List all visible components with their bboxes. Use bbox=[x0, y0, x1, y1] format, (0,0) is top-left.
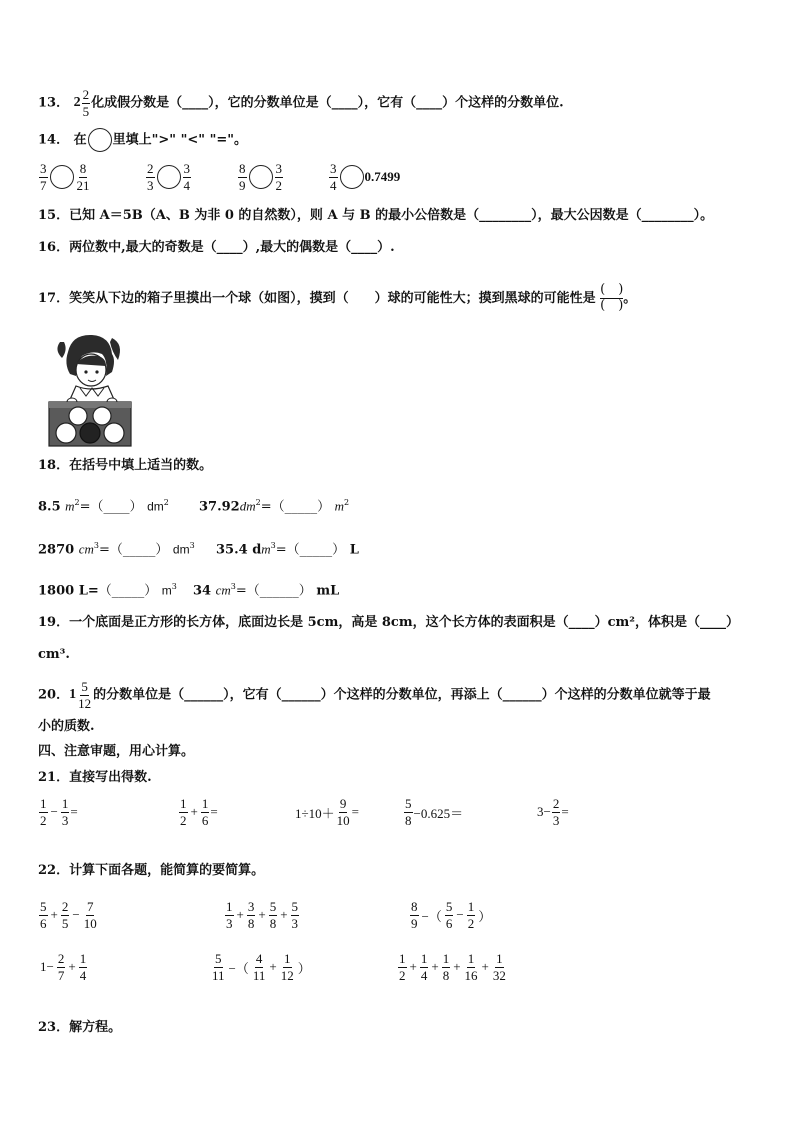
operator: −（ bbox=[228, 960, 249, 976]
question-number: 19． bbox=[38, 615, 70, 630]
fraction: $\frac{5}{6}$ bbox=[445, 899, 453, 931]
compare-circle[interactable] bbox=[249, 165, 273, 189]
fraction: $\frac{2}{3}$ bbox=[147, 161, 154, 193]
question-text: 已知 A＝5B（A、B 为非 0 的自然数），则 A 与 B 的最小公倍数是（________），最大公因数是（________）。 bbox=[69, 208, 714, 223]
question-number: 15． bbox=[38, 208, 70, 223]
fraction: $\frac{5}{11}$ bbox=[212, 951, 225, 983]
fraction: $\frac{1}{3}$ bbox=[226, 899, 233, 931]
section-heading: 四、注意审题，用心计算。 bbox=[38, 744, 195, 759]
blank-circle-icon bbox=[88, 128, 112, 152]
fraction: $\frac{1}{32}$ bbox=[492, 951, 506, 983]
question-20-continued: 小的质数. bbox=[38, 719, 95, 734]
question-22 bbox=[38, 864, 264, 877]
fraction: $\frac{2}{5}$ bbox=[61, 899, 69, 931]
conversion-item: 1800 L=（_____） $m^3$ bbox=[38, 582, 177, 599]
question-21 bbox=[38, 771, 152, 784]
operator: + bbox=[431, 959, 439, 975]
question-14 bbox=[38, 128, 247, 152]
question-text: 解方程。 bbox=[69, 1020, 122, 1035]
fraction: $\frac{4}{11}$ bbox=[252, 951, 266, 983]
question-17 bbox=[38, 283, 636, 314]
calc-expression: 1÷10＋ $\frac{9}{10}$ = bbox=[295, 796, 359, 828]
mixed-number-whole: 2 bbox=[73, 95, 81, 111]
fraction: $\frac{8}{9}$ bbox=[411, 899, 418, 931]
question-15 bbox=[38, 209, 713, 222]
calc-expression: $\frac{1}{2}$ − $\frac{1}{3}$ = bbox=[40, 796, 78, 828]
question-text: 化成假分数是（____），它的分数单位是（____），它有（____）个这样的分数单位. bbox=[91, 95, 564, 111]
conversion-item: 34 $cm^3=(\_\_\_\_\_\_)$ mL bbox=[193, 582, 340, 599]
fraction: $\frac{1}{16}$ bbox=[464, 951, 478, 983]
operator: + bbox=[269, 959, 277, 975]
mixed-number-fraction: $\frac{2}{5}$ bbox=[82, 87, 90, 119]
question-number: 13． bbox=[38, 95, 70, 111]
question-13 bbox=[38, 88, 564, 118]
calc-expression bbox=[38, 900, 99, 930]
calc-expression bbox=[210, 952, 313, 982]
question-number: 21． bbox=[38, 770, 70, 785]
fraction: $\frac{8}{21}$ bbox=[76, 161, 90, 193]
question-23 bbox=[38, 1021, 121, 1034]
decimal-value: 0.7499 bbox=[364, 169, 401, 185]
question-number: 23． bbox=[38, 1020, 70, 1035]
operator: ） bbox=[297, 960, 311, 976]
question-19-continued: cm³. bbox=[38, 647, 70, 662]
calc-expression bbox=[409, 900, 493, 930]
conversion-item: 8.5 $m^2=(\_\_\_\_)$ $dm^2$ bbox=[38, 498, 169, 515]
fraction: $\frac{3}{4}$ bbox=[183, 161, 190, 193]
compare-circle[interactable] bbox=[157, 165, 181, 189]
fraction: $\frac{1}{2}$ bbox=[399, 951, 406, 983]
question-number: 16． bbox=[38, 240, 70, 255]
compare-item bbox=[145, 162, 192, 192]
question-text: 一个底面是正方形的长方体，底面边长是 5cm，高是 8cm，这个长方体的表面积是（____）cm²，体积是（____） bbox=[69, 615, 739, 630]
operator: + bbox=[68, 959, 76, 975]
fraction-blank: ( ) ( ) bbox=[600, 282, 624, 314]
operator: −（ bbox=[421, 908, 442, 924]
conversion-item: 35.4 $dm^3=(\_\_\_\_\_)$ L bbox=[216, 541, 359, 558]
fraction: $\frac{5}{3}$ bbox=[291, 899, 299, 931]
question-text-post: 里填上">" "<" "="。 bbox=[112, 132, 248, 148]
question-number: 22． bbox=[38, 863, 70, 878]
calc-expression: $\frac{5}{8}$ −0.625＝ bbox=[405, 796, 464, 828]
calc-expression bbox=[397, 952, 508, 982]
operator: − bbox=[456, 907, 464, 923]
question-18 bbox=[38, 459, 212, 472]
question-text-pre: 在 bbox=[73, 132, 87, 148]
fraction: $\frac{1}{2}$ bbox=[467, 899, 475, 931]
conversion-item: 2870 $cm^3=(\_\_\_\_\_)$ $dm^3$ bbox=[38, 541, 195, 558]
fraction: $\frac{1}{4}$ bbox=[79, 951, 87, 983]
operator: 1− bbox=[40, 959, 54, 975]
question-text: 在括号中填上适当的数。 bbox=[69, 458, 213, 473]
operator: − bbox=[72, 907, 80, 923]
question-number: 14． bbox=[38, 132, 70, 148]
fraction: $\frac{1}{12}$ bbox=[280, 951, 294, 983]
fraction: $\frac{3}{2}$ bbox=[275, 161, 282, 193]
question-number: 20． bbox=[38, 687, 70, 703]
operator: ） bbox=[478, 908, 492, 924]
calc-expression: $\frac{1}{2}$ + $\frac{1}{6}$ = bbox=[180, 796, 218, 828]
question-text: 笑笑从下边的箱子里摸出一个球（如图），摸到（ ）球的可能性大；摸到黑球的可能性是 bbox=[69, 290, 596, 306]
fraction: $\frac{1}{8}$ bbox=[442, 951, 450, 983]
fraction: $\frac{5}{8}$ bbox=[269, 899, 277, 931]
operator: + bbox=[481, 959, 489, 975]
compare-circle[interactable] bbox=[50, 165, 74, 189]
compare-item bbox=[38, 162, 92, 192]
question-number: 17． bbox=[38, 290, 70, 306]
compare-item bbox=[328, 162, 400, 192]
calc-expression: 3− $\frac{2}{3}$ = bbox=[537, 796, 569, 828]
fraction: $\frac{5}{6}$ bbox=[40, 899, 47, 931]
girl-with-ball-box-illustration bbox=[46, 330, 134, 448]
fraction: $\frac{1}{4}$ bbox=[420, 951, 428, 983]
question-16 bbox=[38, 241, 395, 254]
question-text-end: 。 bbox=[623, 290, 637, 306]
question-text: 的分数单位是（______），它有（______）个这样的分数单位，再添上（______）个这样的分数单位就等于最 bbox=[93, 687, 711, 703]
fraction: $\frac{7}{10}$ bbox=[83, 899, 97, 931]
operator: + bbox=[409, 959, 417, 975]
question-text: 计算下面各题，能简算的要简算。 bbox=[69, 863, 265, 878]
operator: + bbox=[258, 907, 266, 923]
question-text: 直接写出得数. bbox=[69, 770, 152, 785]
compare-item bbox=[237, 162, 284, 192]
calc-expression bbox=[224, 900, 300, 930]
compare-circle[interactable] bbox=[340, 165, 364, 189]
fraction: $\frac{8}{9}$ bbox=[239, 161, 246, 193]
fraction: $\frac{2}{7}$ bbox=[57, 951, 65, 983]
mixed-number-whole: 1 bbox=[69, 687, 77, 703]
fraction: $\frac{3}{7}$ bbox=[40, 161, 47, 193]
fraction: $\frac{3}{8}$ bbox=[247, 899, 255, 931]
calc-expression bbox=[38, 952, 88, 982]
question-number: 18． bbox=[38, 458, 70, 473]
operator: + bbox=[50, 907, 58, 923]
fraction: $\frac{3}{4}$ bbox=[330, 161, 337, 193]
conversion-item: $37.92dm^2=(\_\_\_\_\_)$ $m^2$ bbox=[199, 498, 350, 515]
question-19 bbox=[38, 616, 739, 629]
mixed-number-fraction: $\frac{5}{12}$ bbox=[78, 679, 92, 711]
operator: + bbox=[236, 907, 244, 923]
question-20 bbox=[38, 680, 711, 710]
operator: + bbox=[280, 907, 288, 923]
question-text: 两位数中,最大的奇数是（____）,最大的偶数是（____）. bbox=[69, 240, 395, 255]
operator: + bbox=[453, 959, 461, 975]
